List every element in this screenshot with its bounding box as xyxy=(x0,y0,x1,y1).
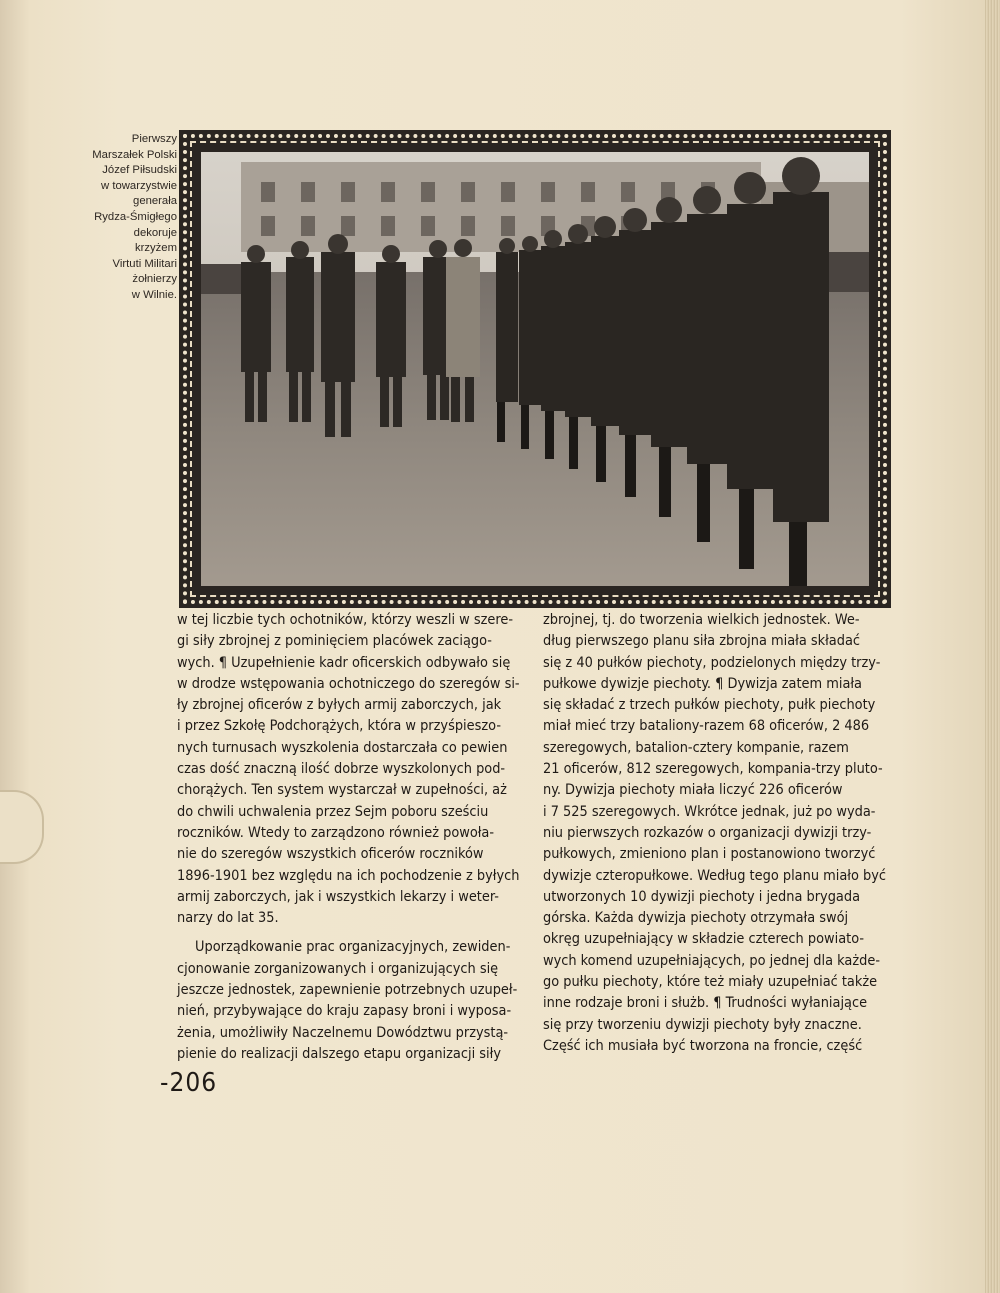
text-line: się z 40 pułków piechoty, podzielonych między trzy- xyxy=(543,654,881,671)
text-line: niu pierwszych rozkazów o organizacji dywizji trzy- xyxy=(543,824,872,841)
text-line: się przy tworzeniu dywizji piechoty były znaczne. xyxy=(543,1016,862,1033)
text-line: górska. Każda dywizja piechoty otrzymała swój xyxy=(543,910,849,927)
text-line: 1896-1901 bez względu na ich pochodzenie z byłych xyxy=(177,867,520,884)
text-line: pułkowych, zmieniono plan i postanowiono tworzyć xyxy=(543,846,876,863)
text-line: ły zbrojnej oficerów z byłych armij zaborczych, jak xyxy=(177,697,502,714)
text-line: chorążych. Ten system wystarczał w zupełności, aż xyxy=(177,782,507,799)
text-line: utworzonych 10 dywizji piechoty i jedna brygada xyxy=(543,888,861,905)
text-line: wych komend uzupełniających, po jednej dla każde- xyxy=(543,952,880,969)
text-line: cjonowanie zorganizowanych i organizujących się xyxy=(177,960,499,977)
text-line: się składać z trzech pułków piechoty, pułk piechoty xyxy=(543,697,876,714)
text-line: do chwili uchwalenia przez Sejm poboru sześciu xyxy=(177,803,489,820)
caption-line: krzyżem xyxy=(134,242,177,255)
text-column-right xyxy=(543,610,893,1057)
ornamental-photo-frame xyxy=(179,130,891,608)
text-line: go pułku piechoty, które też miały uzupełniać także xyxy=(543,974,878,991)
caption-line: Rydza-Śmigłego xyxy=(94,210,177,223)
text-line: pienie do realizacji dalszego etapu organizacji siły xyxy=(177,1045,501,1062)
text-line: Część ich musiała być tworzona na froncie, część xyxy=(543,1037,863,1054)
text-line: i 7 525 szeregowych. Wkrótce jednak, już po wyda- xyxy=(543,803,876,820)
text-line: czas dość znaczną ilość dobrze wyszkolonych pod- xyxy=(177,761,506,778)
text-line: ny. Dywizja piechoty miała liczyć 226 oficerów xyxy=(543,782,843,799)
text-line: dywizje czteropułkowe. Według tego planu miało być xyxy=(543,867,886,884)
caption-line: generała xyxy=(133,195,177,208)
text-line: szeregowych, batalion-cztery kompanie, razem xyxy=(543,739,849,756)
text-line: miał mieć trzy bataliony-razem 68 oficerów, 2 486 xyxy=(543,718,870,735)
photograph-ceremony xyxy=(201,152,869,586)
text-column-left xyxy=(177,610,527,1065)
caption-line: w Wilnie. xyxy=(131,288,177,301)
text-line: okręg uzupełniający w składzie czterech powiato- xyxy=(543,931,865,948)
text-line: jeszcze jednostek, zapewnienie potrzebnych uzupeł- xyxy=(177,982,518,999)
text-line: nych turnusach wyszkolenia dostarczała co pewien xyxy=(177,739,508,756)
text-line: Uporządkowanie prac organizacyjnych, zewiden- xyxy=(195,939,511,956)
text-line: zbrojnej, tj. do tworzenia wielkich jednostek. We- xyxy=(543,612,860,628)
page-number: -206 xyxy=(160,1068,218,1098)
text-line: pułkowe dywizje piechoty. ¶ Dywizja zatem miała xyxy=(543,675,862,692)
text-line: roczników. Wtedy to zarządzono również powoła- xyxy=(177,824,495,841)
text-line: narzy do lat 35. xyxy=(177,910,279,927)
caption-line: Marszałek Polski xyxy=(92,148,177,161)
text-line: nie do szeregów wszystkich oficerów roczników xyxy=(177,846,484,863)
caption-line: Virtuti Militari xyxy=(112,257,177,270)
caption-line: Józef Piłsudski xyxy=(102,164,177,177)
text-line: wych. ¶ Uzupełnienie kadr oficerskich odbywało się xyxy=(177,654,511,671)
text-line: inne rodzaje broni i służb. ¶ Trudności wyłaniające xyxy=(543,995,868,1012)
text-line: w drodze wstępowania ochotniczego do szeregów si- xyxy=(177,675,520,692)
text-line: i przez Szkołę Podchorążych, która w przyśpieszo- xyxy=(177,718,501,735)
page-thumb-notch xyxy=(0,790,44,864)
photo-caption xyxy=(60,132,177,304)
caption-line: dekoruje xyxy=(133,226,177,239)
text-line: nień, przybywające do kraju zapasy broni i wyposa- xyxy=(177,1003,512,1020)
text-line: żenia, umożliwiły Naczelnemu Dowództwu przystą- xyxy=(177,1024,509,1041)
caption-line: Pierwszy xyxy=(131,133,177,145)
text-line: dług pierwszego planu siła zbrojna miała składać xyxy=(543,633,861,650)
caption-line: żołnierzy xyxy=(132,273,177,286)
text-line: w tej liczbie tych ochotników, którzy weszli w szere- xyxy=(177,612,514,628)
text-line: armij zaborczych, jak i wszystkich lekarzy i weter- xyxy=(177,888,499,905)
book-page-edges xyxy=(985,0,1000,1293)
text-line: gi siły zbrojnej z pominięciem placówek zaciągo- xyxy=(177,633,492,650)
caption-line: w towarzystwie xyxy=(101,179,177,192)
text-line: 21 oficerów, 812 szeregowych, kompania-trzy pluto- xyxy=(543,761,883,778)
